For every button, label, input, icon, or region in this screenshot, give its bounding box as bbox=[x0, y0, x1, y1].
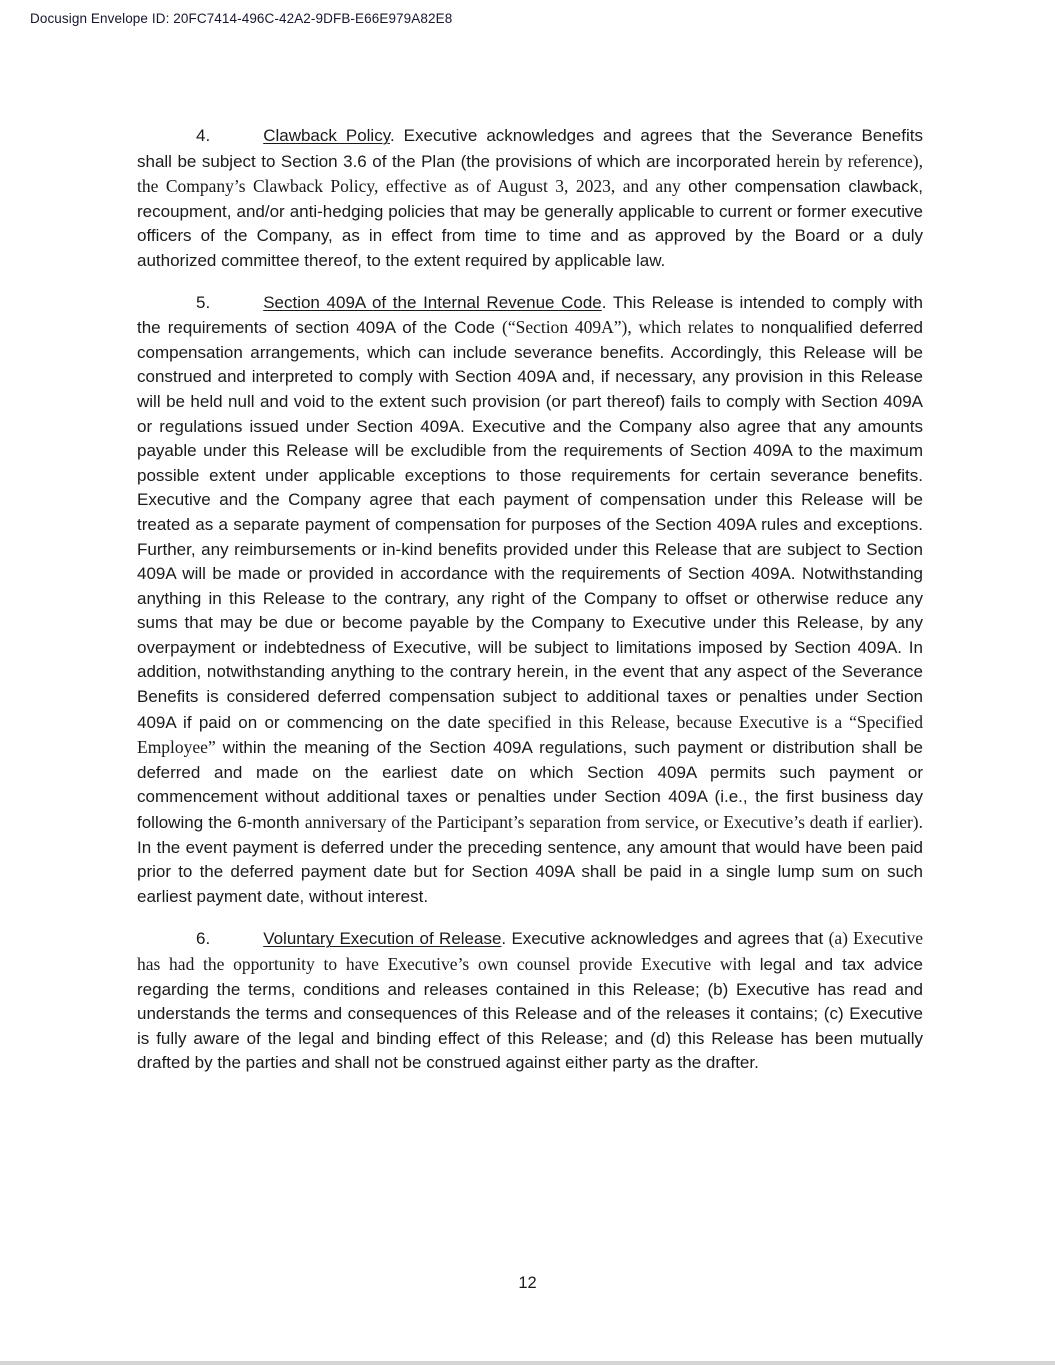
docusign-envelope-id: Docusign Envelope ID: 20FC7414-496C-42A2-9DFB-E66E979A82E8 bbox=[30, 11, 453, 26]
section-4-text: herein by reference), the Company’s Clawback Policy, effective as of August 3, 2023, and any bbox=[137, 150, 923, 197]
section-4-number: 4. bbox=[196, 126, 211, 145]
section-5-text: within the meaning of the Section 409A regulations, such payment or distribution shall be deferred and made on the earliest date on which Section 409A permits such payment or commencement without additional taxes or penalties under Section 409A (i.e., the first business day following the 6-month bbox=[137, 738, 924, 833]
section-5-text: (“Section 409A”), which relates to bbox=[502, 317, 761, 338]
section-5-text: . This Release is intended to comply with the requirements of section 409A of the Code bbox=[137, 292, 923, 338]
section-5-heading: Section 409A of the Internal Revenue Code bbox=[263, 292, 602, 312]
page-number: 12 bbox=[518, 1274, 537, 1292]
section-4-paragraph bbox=[137, 124, 923, 274]
section-6-text: . Executive acknowledges and agrees that bbox=[501, 929, 829, 949]
section-5-text: specified in this Release, because Executive is a “Specified Employee” bbox=[137, 711, 923, 758]
document-body bbox=[137, 124, 923, 1093]
section-5-paragraph bbox=[137, 291, 923, 910]
section-6-heading: Voluntary Execution of Release bbox=[263, 929, 502, 949]
section-5-text: In the event payment is deferred under the preceding sentence, any amount that would have been paid prior to the deferred payment date but for Section 409A shall be paid in a single lump sum on such earliest payment date, without interest. bbox=[137, 837, 923, 906]
section-6-paragraph bbox=[137, 926, 923, 1076]
section-6-text: (a) Executive has had the opportunity to have Executive’s own counsel provide Executive with bbox=[137, 928, 923, 974]
section-6-text: legal and tax advice regarding the terms, conditions and releases contained in this Release; (b) Executive has read and understands the terms and consequences of this Release and of the releases it contains; (c) Executive is fully aware of the legal and binding effect of this Release; and (d) this Release has been mutually drafted by the parties and shall not be construed against either party as the drafter. bbox=[137, 955, 923, 1073]
section-4-text: other compensation clawback, recoupment, and/or anti-hedging policies that may be generally applicable to current or former executive officers of the Company, as in effect from time to time and as approved by the Board or a duly authorized committee thereof, to the extent required by applicable law. bbox=[137, 177, 923, 270]
section-4-text: . Executive acknowledges and agrees that the Severance Benefits shall be subject to Section 3.6 of the Plan (the provisions of which are incorporated bbox=[137, 126, 923, 171]
section-5-text: nonqualified deferred compensation arrangements, which can include severance benefits. Accordingly, this Release will be construed and interpreted to comply with Section 409A and, if necessary, any provision in this Release will be held null and void to the extent such provision (or part thereof) fails to comply with Section 409A or regulations issued under Section 409A. Executive and the Company also agree that any amounts payable under this Release will be excludible from the requirements of Section 409A to the maximum possible extent under applicable exceptions to those requirements for certain severance benefits. Executive and the Company agree that each payment of compensation under this Release will be treated as a separate payment of compensation for purposes of the Section 409A rules and exceptions. Further, any reimbursements or in-kind benefits provided under this Release that are subject to Section 409A will be made or provided in accordance with the requirements of Section 409A. Notwithstanding anything in this Release to the contrary, any right of the Company to offset or otherwise reduce any sums that may be due or become payable by the Company to Executive under this Release, by any overpayment or indebtedness of Executive, will be subject to limitations imposed by Section 409A. In addition, notwithstanding anything to the contrary herein, in the event that any aspect of the Severance Benefits is considered deferred compensation subject to additional taxes or penalties under Section 409A if paid on or commencing on the date bbox=[137, 318, 923, 732]
section-4-heading: Clawback Policy bbox=[263, 126, 390, 145]
page-bottom-edge bbox=[0, 1361, 1055, 1365]
section-5-number: 5. bbox=[196, 292, 211, 312]
section-6-number: 6. bbox=[196, 929, 211, 949]
section-5-text: anniversary of the Participant’s separation from service, or Executive’s death if earlier). bbox=[304, 812, 923, 833]
